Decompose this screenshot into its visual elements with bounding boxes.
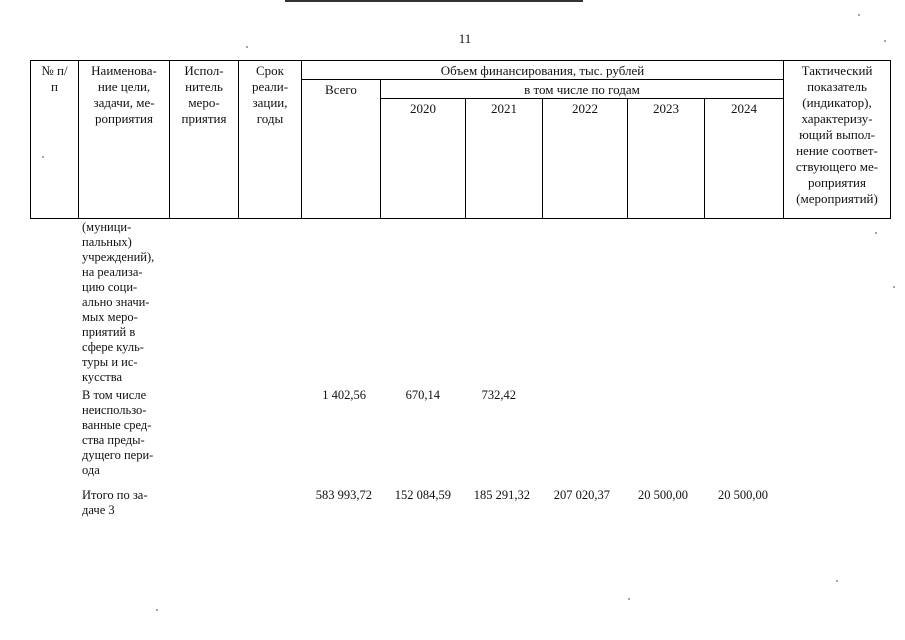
- row-2-name-line: ода: [82, 463, 100, 477]
- row-3-total: 583 993,72: [315, 488, 372, 502]
- funding-table-header: [30, 60, 891, 219]
- row-1-name-line: (муници-: [82, 220, 132, 234]
- row-1-name: [82, 220, 168, 385]
- row-1-name-line: сфере куль-: [82, 340, 144, 354]
- header-year-2020: 2020: [381, 99, 466, 219]
- header-year-2021: 2021: [466, 99, 543, 219]
- scan-speck: [246, 46, 248, 48]
- scan-speck: [628, 598, 630, 600]
- row-2-name: [82, 388, 168, 478]
- header-indicator-label: Тактический показатель (индикатор), характеризу-ющий выпол-нение соответ-ствующего ме-роприятия (мероприятий): [795, 63, 879, 206]
- header-indicator: [784, 61, 891, 219]
- row-1-name-line: мых меро-: [82, 310, 138, 324]
- header-executor: [170, 61, 239, 219]
- scan-speck: [156, 609, 158, 611]
- header-executor-label: Испол-нитель меро-приятия: [181, 63, 227, 126]
- row-3-name: [82, 488, 168, 518]
- page-top-rule: [285, 0, 583, 2]
- row-1-name-line: приятий в: [82, 325, 136, 339]
- row-1-name-line: пальных): [82, 235, 132, 249]
- row-3-2022: 207 020,37: [553, 488, 610, 502]
- row-1-name-line: цию соци-: [82, 280, 138, 294]
- header-year-2024: 2024: [705, 99, 784, 219]
- row-1-name-line: туры и ис-: [82, 355, 138, 369]
- row-3-2023: 20 500,00: [638, 488, 688, 502]
- scan-speck: [893, 286, 895, 288]
- row-3-2021: 185 291,32: [473, 488, 530, 502]
- header-year-2022: 2022: [543, 99, 628, 219]
- row-1-name-line: кусства: [82, 370, 122, 384]
- row-3-2024: 20 500,00: [718, 488, 768, 502]
- scan-speck: [858, 14, 860, 16]
- row-2-name-line: ства преды-: [82, 433, 145, 447]
- header-term-label: Срок реали-зации, годы: [251, 63, 289, 126]
- header-term: [239, 61, 302, 219]
- header-name-label: Наименова-ние цели, задачи, ме-роприятия: [91, 63, 157, 126]
- header-year-2023: 2023: [628, 99, 705, 219]
- header-total: Всего: [302, 80, 381, 219]
- scan-speck: [836, 580, 838, 582]
- row-1-name-line: ально значи-: [82, 295, 150, 309]
- row-2-name-line: неиспользо-: [82, 403, 147, 417]
- row-3-name-line: Итого по за-: [82, 488, 148, 502]
- scan-speck: [42, 156, 44, 158]
- row-2-name-line: ванные сред-: [82, 418, 152, 432]
- scan-speck: [884, 40, 886, 42]
- scan-speck: [875, 232, 877, 234]
- header-name: [79, 61, 170, 219]
- row-1-name-line: учреждений),: [82, 250, 155, 264]
- row-1-name-line: на реализа-: [82, 265, 143, 279]
- row-2-2021: 732,42: [481, 388, 516, 402]
- page-number: 11: [458, 31, 472, 46]
- row-2-name-line: дущего пери-: [82, 448, 154, 462]
- header-number-label: № п/п: [41, 63, 68, 94]
- row-2-2020: 670,14: [405, 388, 440, 402]
- row-2-name-line: В том числе: [82, 388, 147, 402]
- header-funding: Объем финансирования, тыс. рублей: [302, 61, 784, 80]
- header-number: [31, 61, 79, 219]
- row-3-name-line: даче 3: [82, 503, 115, 517]
- row-3-2020: 152 084,59: [394, 488, 451, 502]
- header-by-year: в том числе по годам: [381, 80, 784, 99]
- row-2-total: 1 402,56: [322, 388, 366, 402]
